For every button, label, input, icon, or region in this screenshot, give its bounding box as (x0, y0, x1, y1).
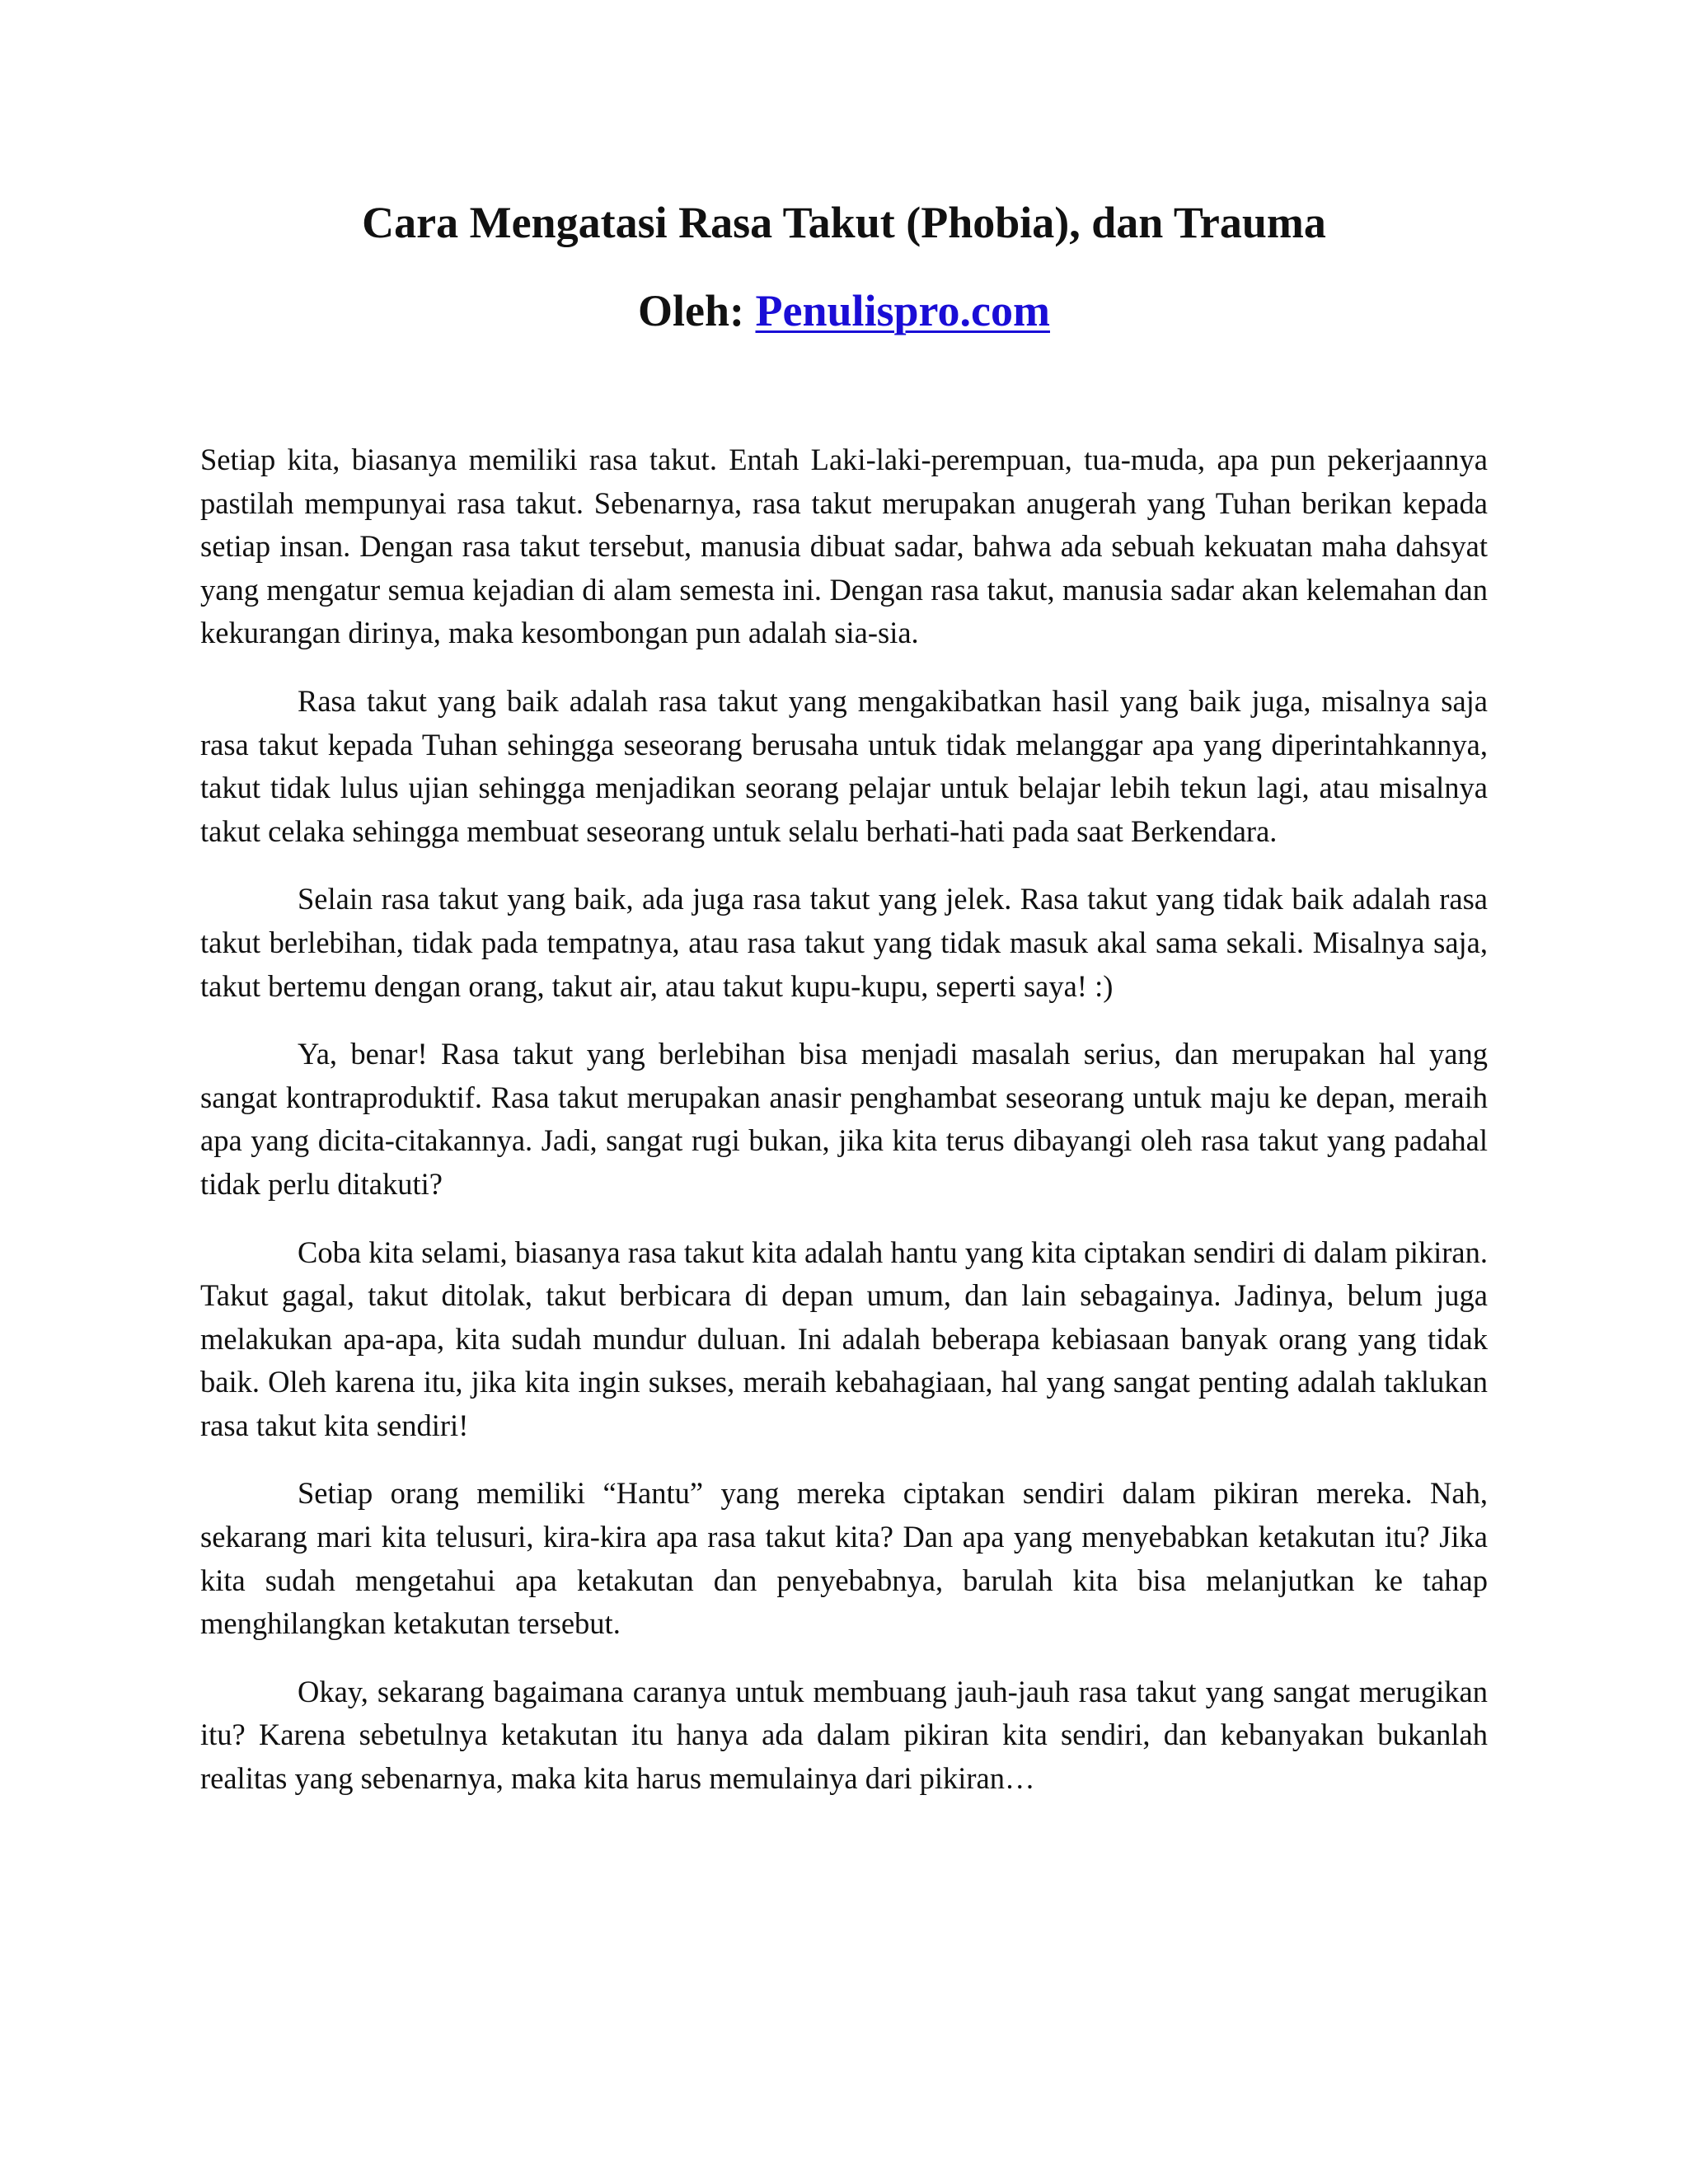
paragraph: Coba kita selami, biasanya rasa takut kita adalah hantu yang kita ciptakan sendiri di dalam pikiran. Takut gagal, takut ditolak, takut berbicara di depan umum, dan lain sebagainya. Jadinya, belum juga melakukan apa-apa, kita sudah mundur duluan. Ini adalah beberapa kebiasaan banyak orang yang tidak baik. Oleh karena itu, jika kita ingin sukses, meraih kebahagiaan, hal yang sangat penting adalah taklukan rasa takut kita sendiri! (200, 1235, 1488, 1442)
document-title: Cara Mengatasi Rasa Takut (Phobia), dan Trauma (362, 198, 1326, 247)
paragraph: Setiap orang memiliki “Hantu” yang mereka ciptakan sendiri dalam pikiran mereka. Nah, sekarang mari kita telusuri, kira-kira apa rasa takut kita? Dan apa yang menyebabkan ketakutan itu? Jika kita sudah mengetahui apa ketakutan dan penyebabnya, barulah kita bisa melanjutkan ke tahap menghilangkan ketakutan tersebut. (200, 1476, 1488, 1641)
document-byline (0, 282, 1688, 340)
paragraph: Rasa takut yang baik adalah rasa takut yang mengakibatkan hasil yang baik juga, misalnya saja rasa takut kepada Tuhan sehingga seseorang berusaha untuk tidak melanggar apa yang diperintahkannya, takut tidak lulus ujian sehingga menjadikan seorang pelajar untuk belajar lebih tekun lagi, atau misalnya takut celaka sehingga membuat seseorang untuk selalu berhati-hati pada saat Berkendara. (200, 683, 1488, 848)
document-body (200, 438, 1488, 1825)
paragraph: Okay, sekarang bagaimana caranya untuk membuang jauh-jauh rasa takut yang sangat merugikan itu? Karena sebetulnya ketakutan itu hanya ada dalam pikiran kita sendiri, dan kebanyakan bukanlah realitas yang sebenarnya, maka kita harus memulainya dari pikiran… (200, 1674, 1488, 1796)
author-link[interactable]: Penulispro.com (755, 286, 1050, 335)
paragraph: Selain rasa takut yang baik, ada juga rasa takut yang jelek. Rasa takut yang tidak baik adalah rasa takut berlebihan, tidak pada tempatnya, atau rasa takut yang tidak masuk akal sama sekali. Misalnya saja, takut bertemu dengan orang, takut air, atau takut kupu-kupu, seperti saya! :) (200, 882, 1488, 1003)
paragraph: Ya, benar! Rasa takut yang berlebihan bisa menjadi masalah serius, dan merupakan hal yang sangat kontraproduktif. Rasa takut merupakan anasir penghambat seseorang untuk maju ke depan, meraih apa yang dicita-citakannya. Jadi, sangat rugi bukan, jika kita terus dibayangi oleh rasa takut yang padahal tidak perlu ditakuti? (200, 1037, 1488, 1201)
byline-prefix: Oleh: (637, 286, 756, 335)
paragraph-intro: Setiap kita, biasanya memiliki rasa takut. Entah Laki-laki-perempuan, tua-muda, apa pun pekerjaannya pastilah mempunyai rasa takut. Sebenarnya, rasa takut merupakan anugerah yang Tuhan berikan kepada setiap insan. Dengan rasa takut tersebut, manusia dibuat sadar, bahwa ada sebuah kekuatan maha dahsyat yang mengatur semua kejadian di alam semesta ini. Dengan rasa takut, manusia sadar akan kelemahan dan kekurangan dirinya, maka kesombongan pun adalah sia-sia. (200, 443, 1488, 650)
